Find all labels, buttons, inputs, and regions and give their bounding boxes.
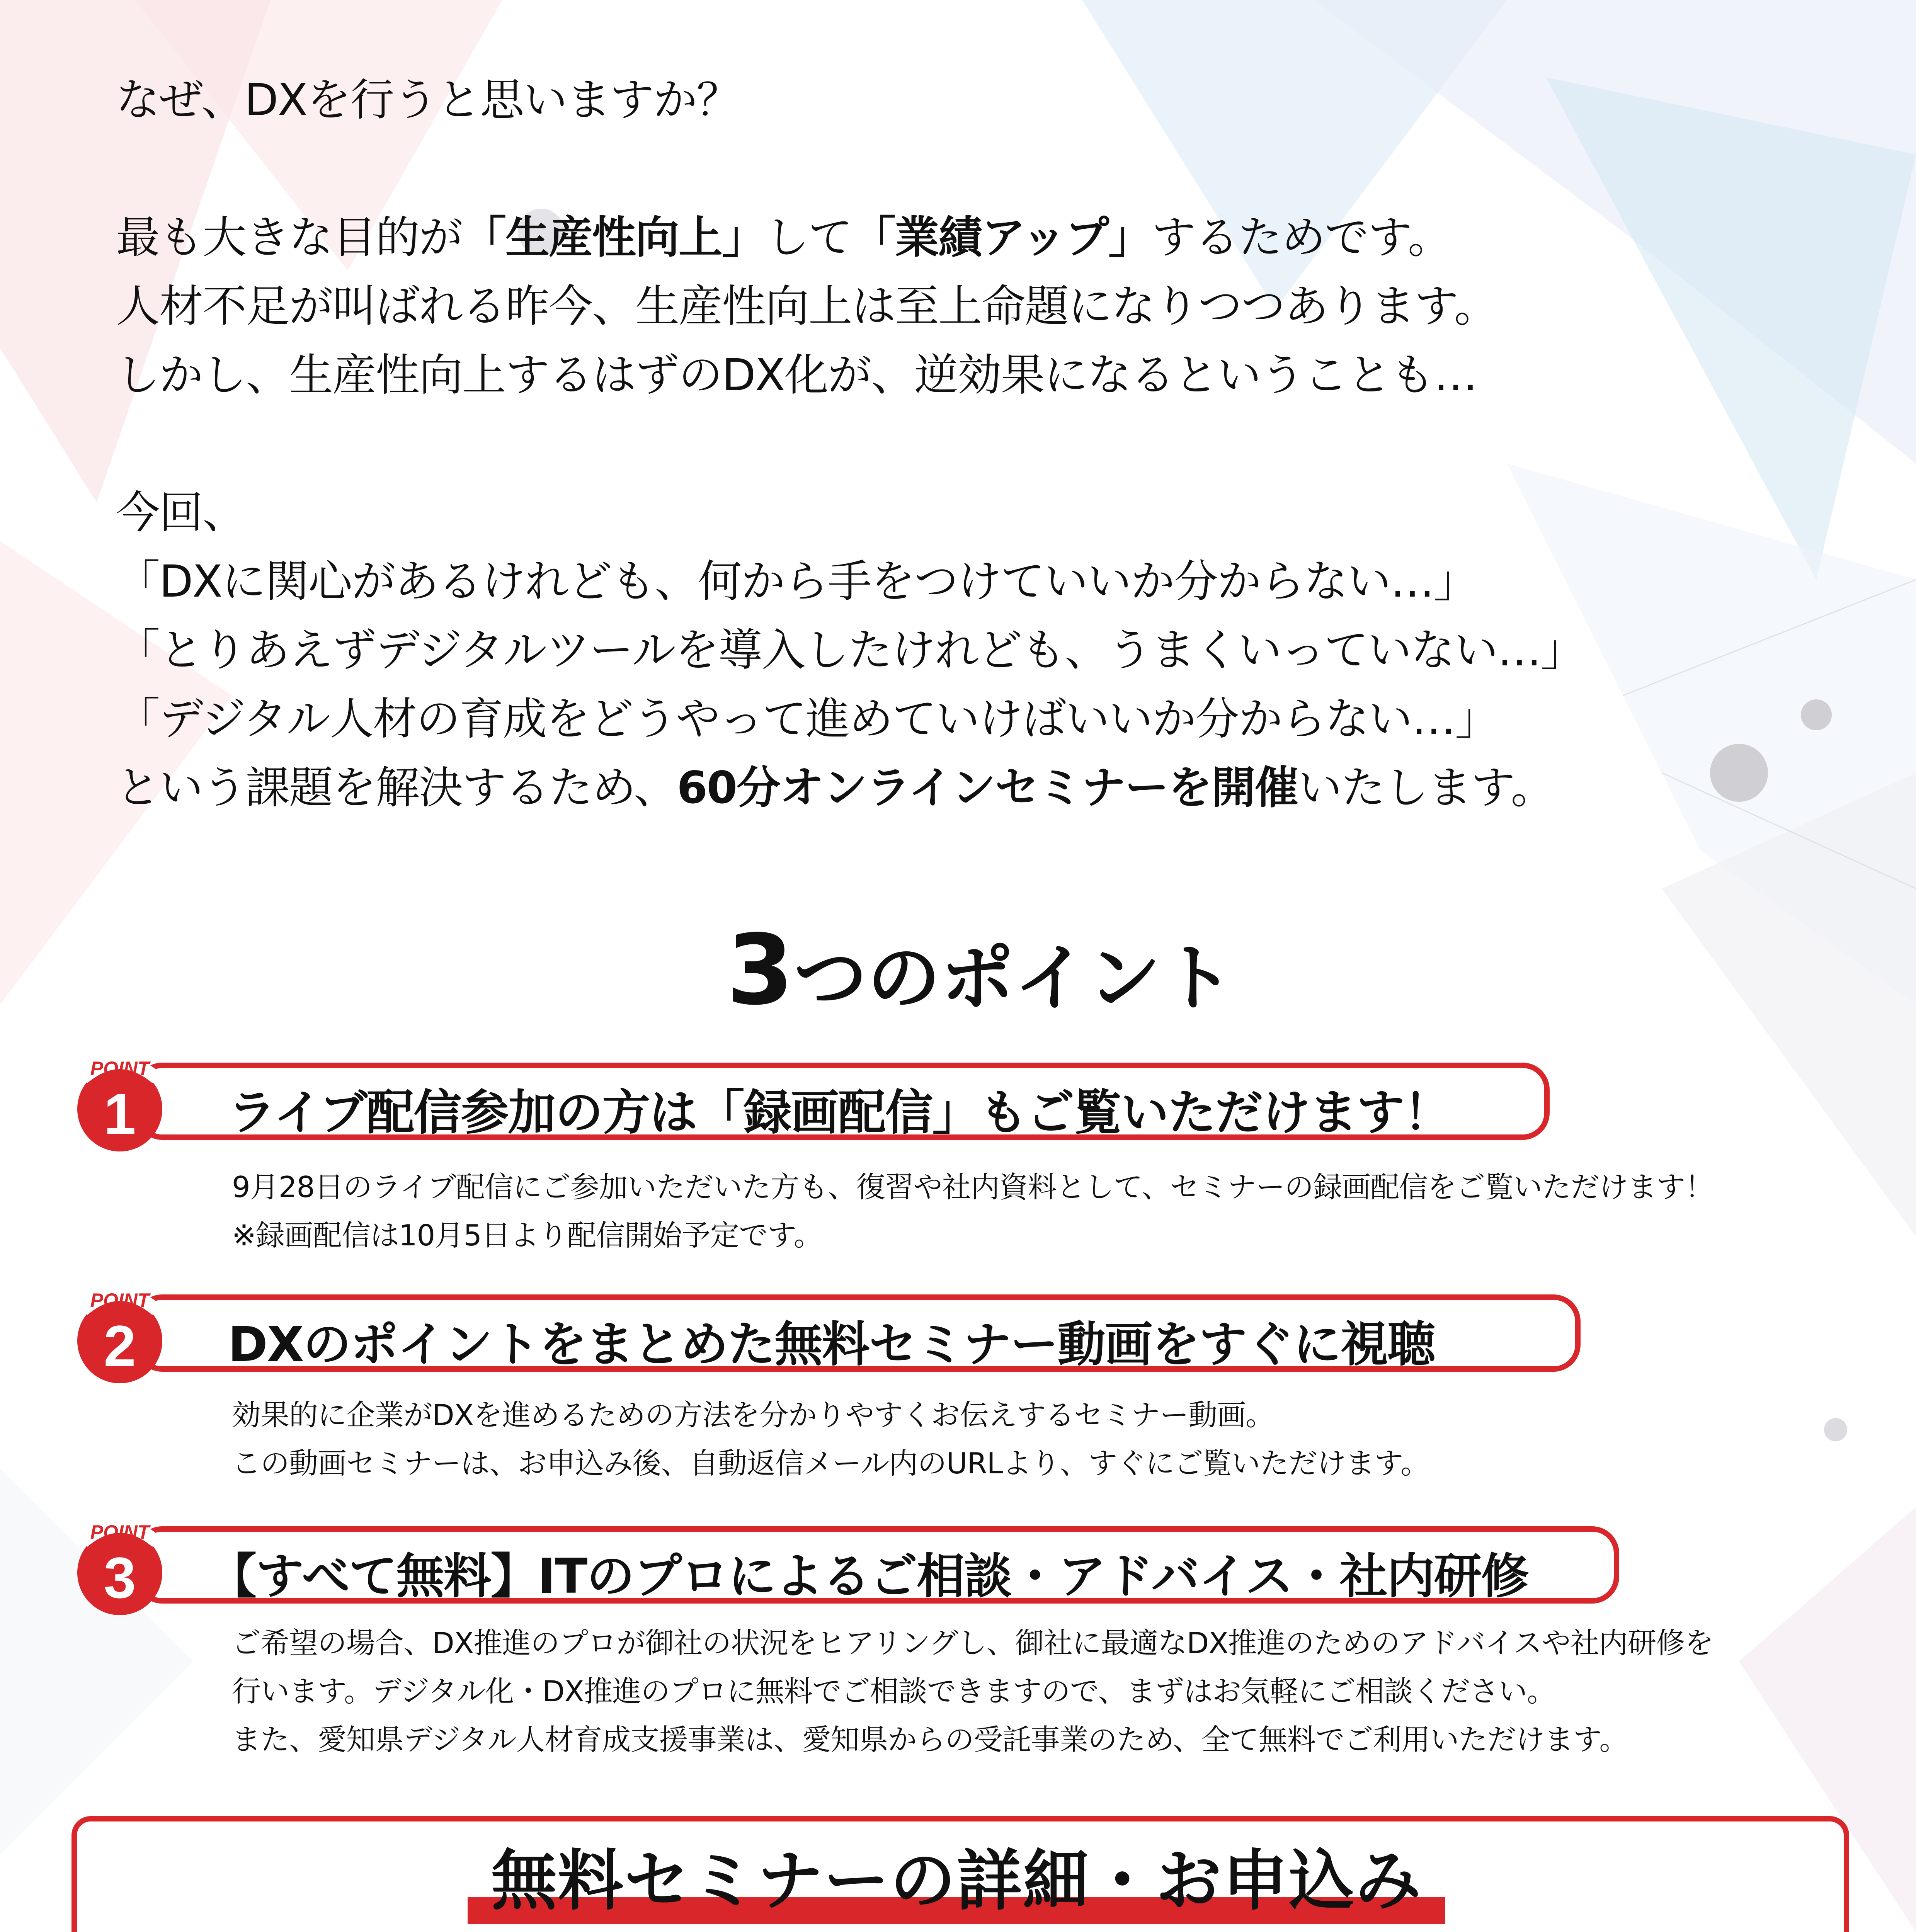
points-title	[727, 914, 1234, 1026]
intro-purpose-productivity: 「生産性向上」	[462, 212, 766, 263]
point-2-line-1: 効果的に企業がDXを進めるための方法を分かりやすくお伝えするセミナー動画。	[232, 1398, 1274, 1432]
intro-line-8-a: という課題を解決するため、	[116, 762, 677, 813]
point-1-line-1: 9月28日のライブ配信にご参加いただいた方も、復習や社内資料として、セミナーの録画配信をご覧いただけます！	[232, 1170, 1714, 1204]
point-2-badge-label: POINT	[90, 1289, 150, 1311]
intro-line-8-seminar: 60分オンラインセミナーを開催	[677, 762, 1298, 813]
intro-purpose-e: するためです。	[1152, 212, 1451, 263]
point-2-line-2: この動画セミナーは、お申込み後、自動返信メール内のURLより、すぐにご覧いただけます。	[232, 1446, 1429, 1480]
point-3-badge-number: 3	[104, 1545, 136, 1610]
intro-line-8	[116, 753, 1584, 822]
intro-line-5: 「DXに関心があるけれども、何から手をつけていいか分からない…」	[116, 556, 1477, 607]
intro-line-7: 「デジタル人材の育成をどうやって進めていけばいいか分からない…」	[116, 693, 1499, 745]
point-1-badge-icon	[68, 1051, 168, 1151]
point-2-badge-number: 2	[104, 1313, 136, 1378]
point-3-line-3: また、愛知県デジタル人材育成支援事業は、愛知県からの受託事業のため、全て無料でご利用いただけます。	[232, 1723, 1628, 1757]
intro-question: なぜ、DXを行うと思いますか？	[116, 74, 740, 126]
point-3-badge-label: POINT	[90, 1521, 150, 1543]
point-3-heading: 【すべて無料】ITのプロによるご相談・アドバイス・社内研修	[209, 1549, 1528, 1604]
intro-line-6: 「とりあえずデジタルツールを導入したけれども、うまくいっていない…」	[116, 624, 1584, 676]
points-title-number: 3	[727, 914, 794, 1026]
points-title-text: つのポイント	[793, 935, 1234, 1021]
point-3-badge-icon	[68, 1515, 168, 1615]
point-1-badge-label: POINT	[90, 1058, 150, 1079]
point-1-description	[232, 1163, 1714, 1260]
point-1-badge-number: 1	[104, 1082, 136, 1146]
point-2-description	[232, 1391, 1429, 1488]
point-3-line-2: 行います。デジタル化・DX推進のプロに無料でご相談できますので、まずはお気軽にご相談ください。	[232, 1674, 1556, 1708]
point-1-line-2: ※録画配信は10月5日より配信開始予定です。	[232, 1218, 822, 1252]
intro-section	[116, 66, 1584, 822]
point-3-line-1: ご希望の場合、DX推進のプロが御社の状況をヒアリングし、御社に最適なDX推進のためのアドバイスや社内研修を	[232, 1626, 1714, 1660]
intro-purpose-c: して	[765, 212, 852, 263]
intro-purpose-performance: 「業績アップ」	[852, 212, 1152, 263]
intro-purpose-a: 最も大きな目的が	[116, 212, 463, 263]
intro-line-2: 人材不足が叫ばれる昨今、生産性向上は至上命題になりつつあります。	[116, 281, 1497, 332]
intro-line-4: 今回、	[116, 487, 246, 538]
intro-line-3: しかし、生産性向上するはずのDX化が、逆効果になるということも…	[116, 349, 1477, 401]
point-3-description	[232, 1619, 1714, 1764]
point-2-badge-icon	[68, 1283, 168, 1383]
point-2-heading: DXのポイントをまとめた無料セミナー動画をすぐに視聴	[228, 1317, 1435, 1372]
intro-line-8-c: いたします。	[1298, 762, 1554, 813]
apply-title: 無料セミナーの詳細・お申込み	[491, 1843, 1422, 1919]
point-1-heading: ライブ配信参加の方は「録画配信」もご覧いただけます！	[228, 1085, 1451, 1141]
intro-purpose	[116, 203, 1584, 272]
